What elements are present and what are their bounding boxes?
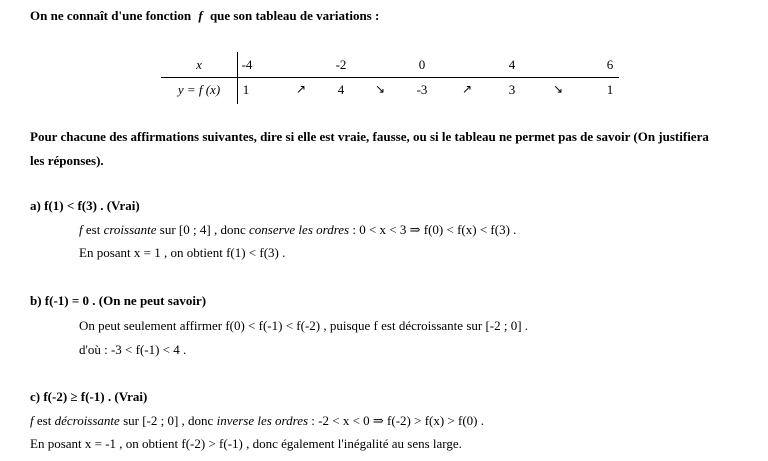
emphasis-decroissante: décroissante [54,413,120,428]
text: sur [-2 ; 0] , donc [123,413,214,428]
emphasis-conserve: conserve les ordres [248,222,350,237]
table-vertical-rule [237,52,238,104]
emphasis-inverse: inverse les ordres [216,413,309,428]
section-a-heading: a) f(1) < f(3) . (Vrai) [30,198,140,213]
instructions-line-2: les réponses). [30,153,104,168]
y-value: -3 [416,82,428,97]
section-b-line-2: d'où : -3 < f(-1) < 4 . [79,342,187,357]
x-value: -4 [241,57,253,72]
title-text-end: que son tableau de variations : [209,8,380,23]
text: est [85,222,101,237]
section-b-line-1: On peut seulement affirmer f(0) < f(-1) < f(-2) , puisque f est décroissante sur [-2 ; 0] . [79,318,529,333]
function-var: f [79,222,83,237]
increasing-arrow-icon: ↗ [295,82,307,96]
text: : -2 < x < 0 ⇒ f(-2) > f(x) > f(0) . [311,413,484,428]
x-value: -2 [335,57,347,72]
section-c-line-2: En posant x = -1 , on obtient f(-2) > f(-1) , donc également l'inégalité au sens large. [30,436,462,451]
decreasing-arrow-icon: ↘ [552,82,564,96]
section-b-heading: b) f(-1) = 0 . (On ne peut savoir) [30,293,207,308]
section-a-line-2: En posant x = 1 , on obtient f(1) < f(3) . [79,245,286,260]
y-label: y = f (x) [177,82,221,97]
title-function-var: f [198,8,203,23]
x-value: 6 [606,57,614,72]
increasing-arrow-icon: ↗ [461,82,473,96]
section-c-heading: c) f(-2) ≥ f(-1) . (Vrai) [30,389,148,404]
section-a-line-1 [79,222,516,238]
y-value: 1 [242,82,250,97]
y-value: 4 [337,82,345,97]
instructions-line-1: Pour chacune des affirmations suivantes, dire si elle est vraie, fausse, ou si le tableau ne permet pas de savoir (On justifiera [30,129,709,144]
text: est [36,413,52,428]
x-value: 4 [508,57,516,72]
decreasing-arrow-icon: ↘ [374,82,386,96]
page-title [30,8,379,24]
text: : 0 < x < 3 ⇒ f(0) < f(x) < f(3) . [352,222,517,237]
table-horizontal-rule [161,77,619,78]
x-value: 0 [418,57,426,72]
section-c-line-1 [30,413,484,429]
emphasis-croissante: croissante [103,222,157,237]
function-var: f [30,413,34,428]
x-label: x [196,57,202,72]
title-text: On ne connaît d'une fonction [30,8,192,23]
y-value: 1 [606,82,614,97]
y-value: 3 [508,82,516,97]
text: sur [0 ; 4] , donc [159,222,246,237]
